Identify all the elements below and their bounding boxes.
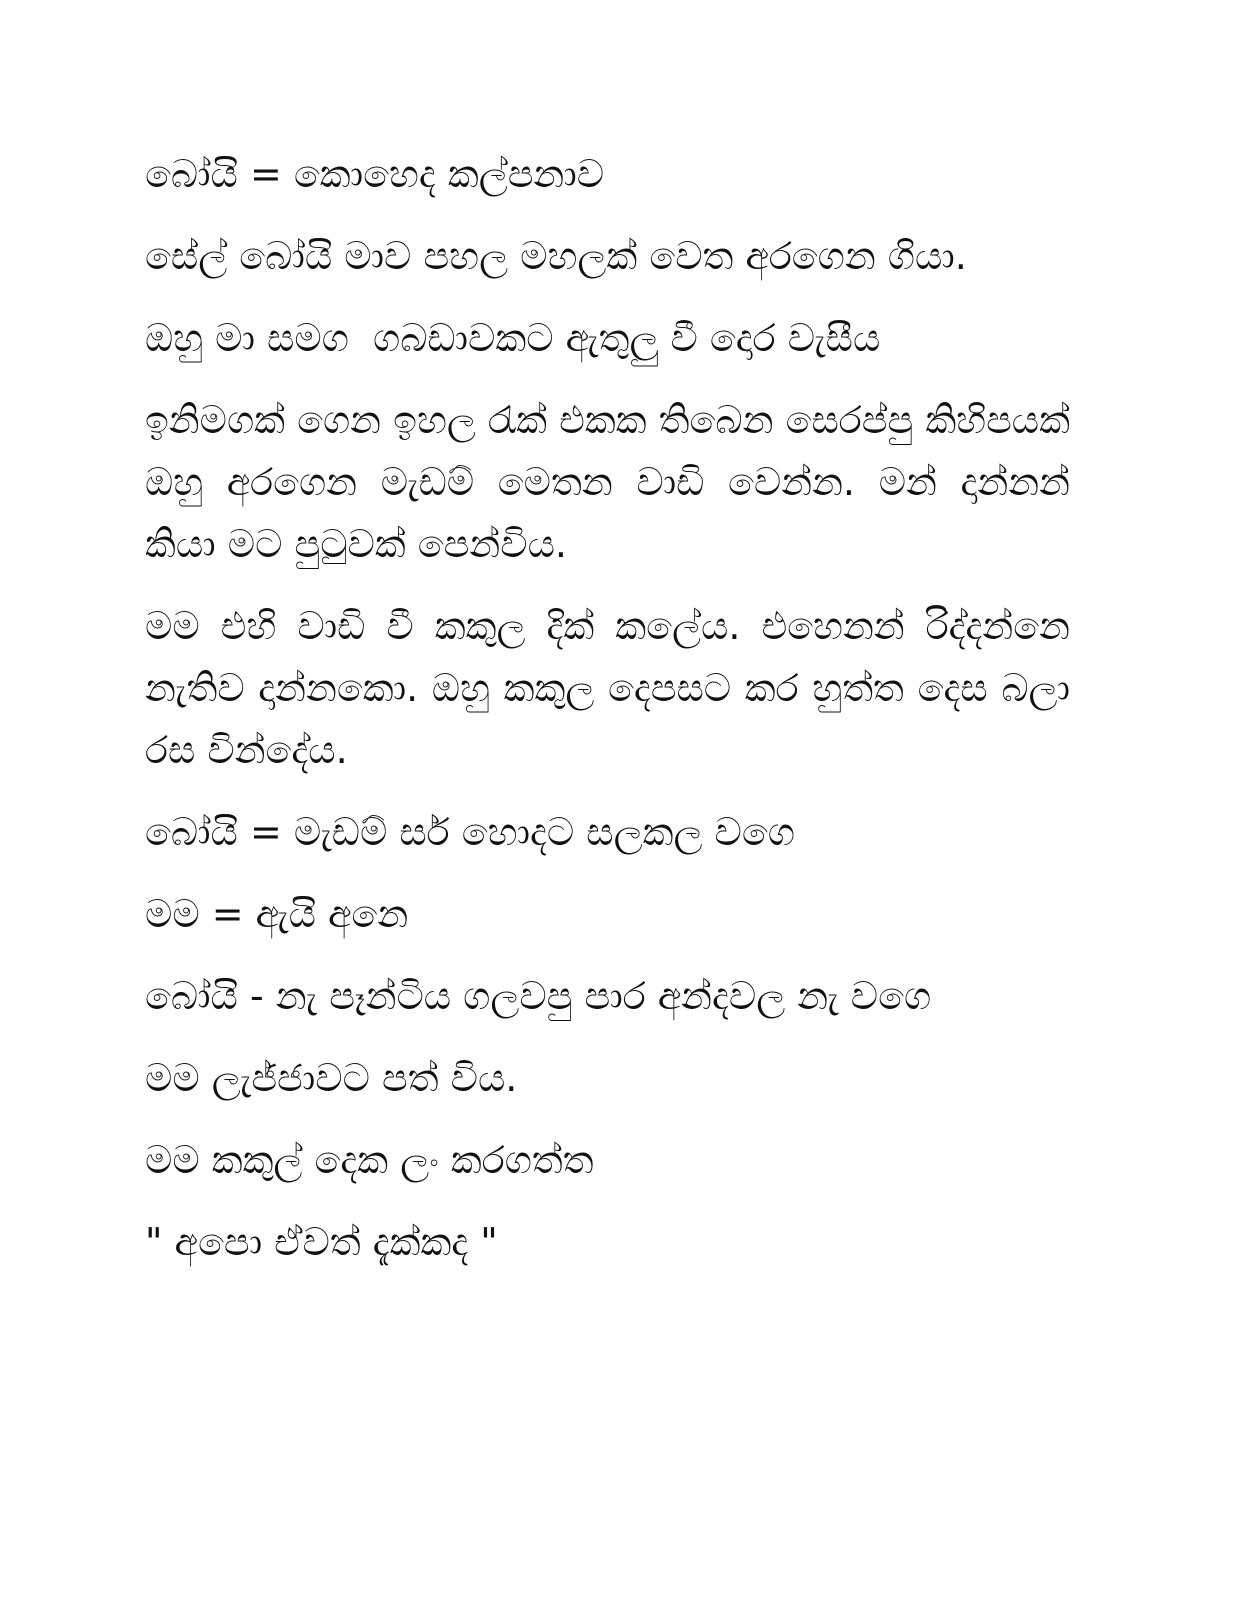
paragraph-8: බෝයි - නැ පෑන්ටිය ගලවපු පාර අන්දවල නැ වගෙ	[145, 974, 932, 1018]
paragraph-11: " අපො ඒවත් දැක්කද "	[145, 1220, 498, 1264]
document-body	[145, 143, 1083, 1293]
paragraph-5: මම එහි වාඩි වී කකුල දික් කලේය. එහෙනන් රිද්දන්නෙ නැතිව දාන්නකො. ඔහු කකුල දෙපසට කර හුත්ත දෙස බලා රස වින්දේය.	[145, 604, 1083, 772]
paragraph-10: මම කකුල් දෙක ලං කරගත්ත	[145, 1138, 594, 1182]
paragraph-6: බෝයි = මැඩම් සර් හොදට සලකල වගෙ	[145, 810, 795, 854]
paragraph-1: බෝයි = කොහෙද කල්පනාව	[145, 152, 605, 196]
paragraph-7: මම = ඇයි අනෙ	[145, 892, 409, 936]
paragraph-4: ඉනිමගක් ගෙන ඉහල රැක් එකක තිබෙන සෙරප්පු කිහිපයක් ඔහු අරගෙන මැඩම් මෙතන වාඩි වෙන්න. මන් දාන්නන් කියා මට පුටුවක් පෙන්විය.	[145, 398, 1083, 566]
paragraph-3: ඔහු මා සමග ගබඩාවකට ඇතුලු වී දොර වැසීය	[145, 316, 881, 360]
paragraph-2: සේල් බෝයි මාව පහල මහලක් වෙත අරගෙන ගියා.	[145, 234, 967, 278]
paragraph-9: මම ලැජ්ජාවට පත් විය.	[145, 1056, 518, 1100]
